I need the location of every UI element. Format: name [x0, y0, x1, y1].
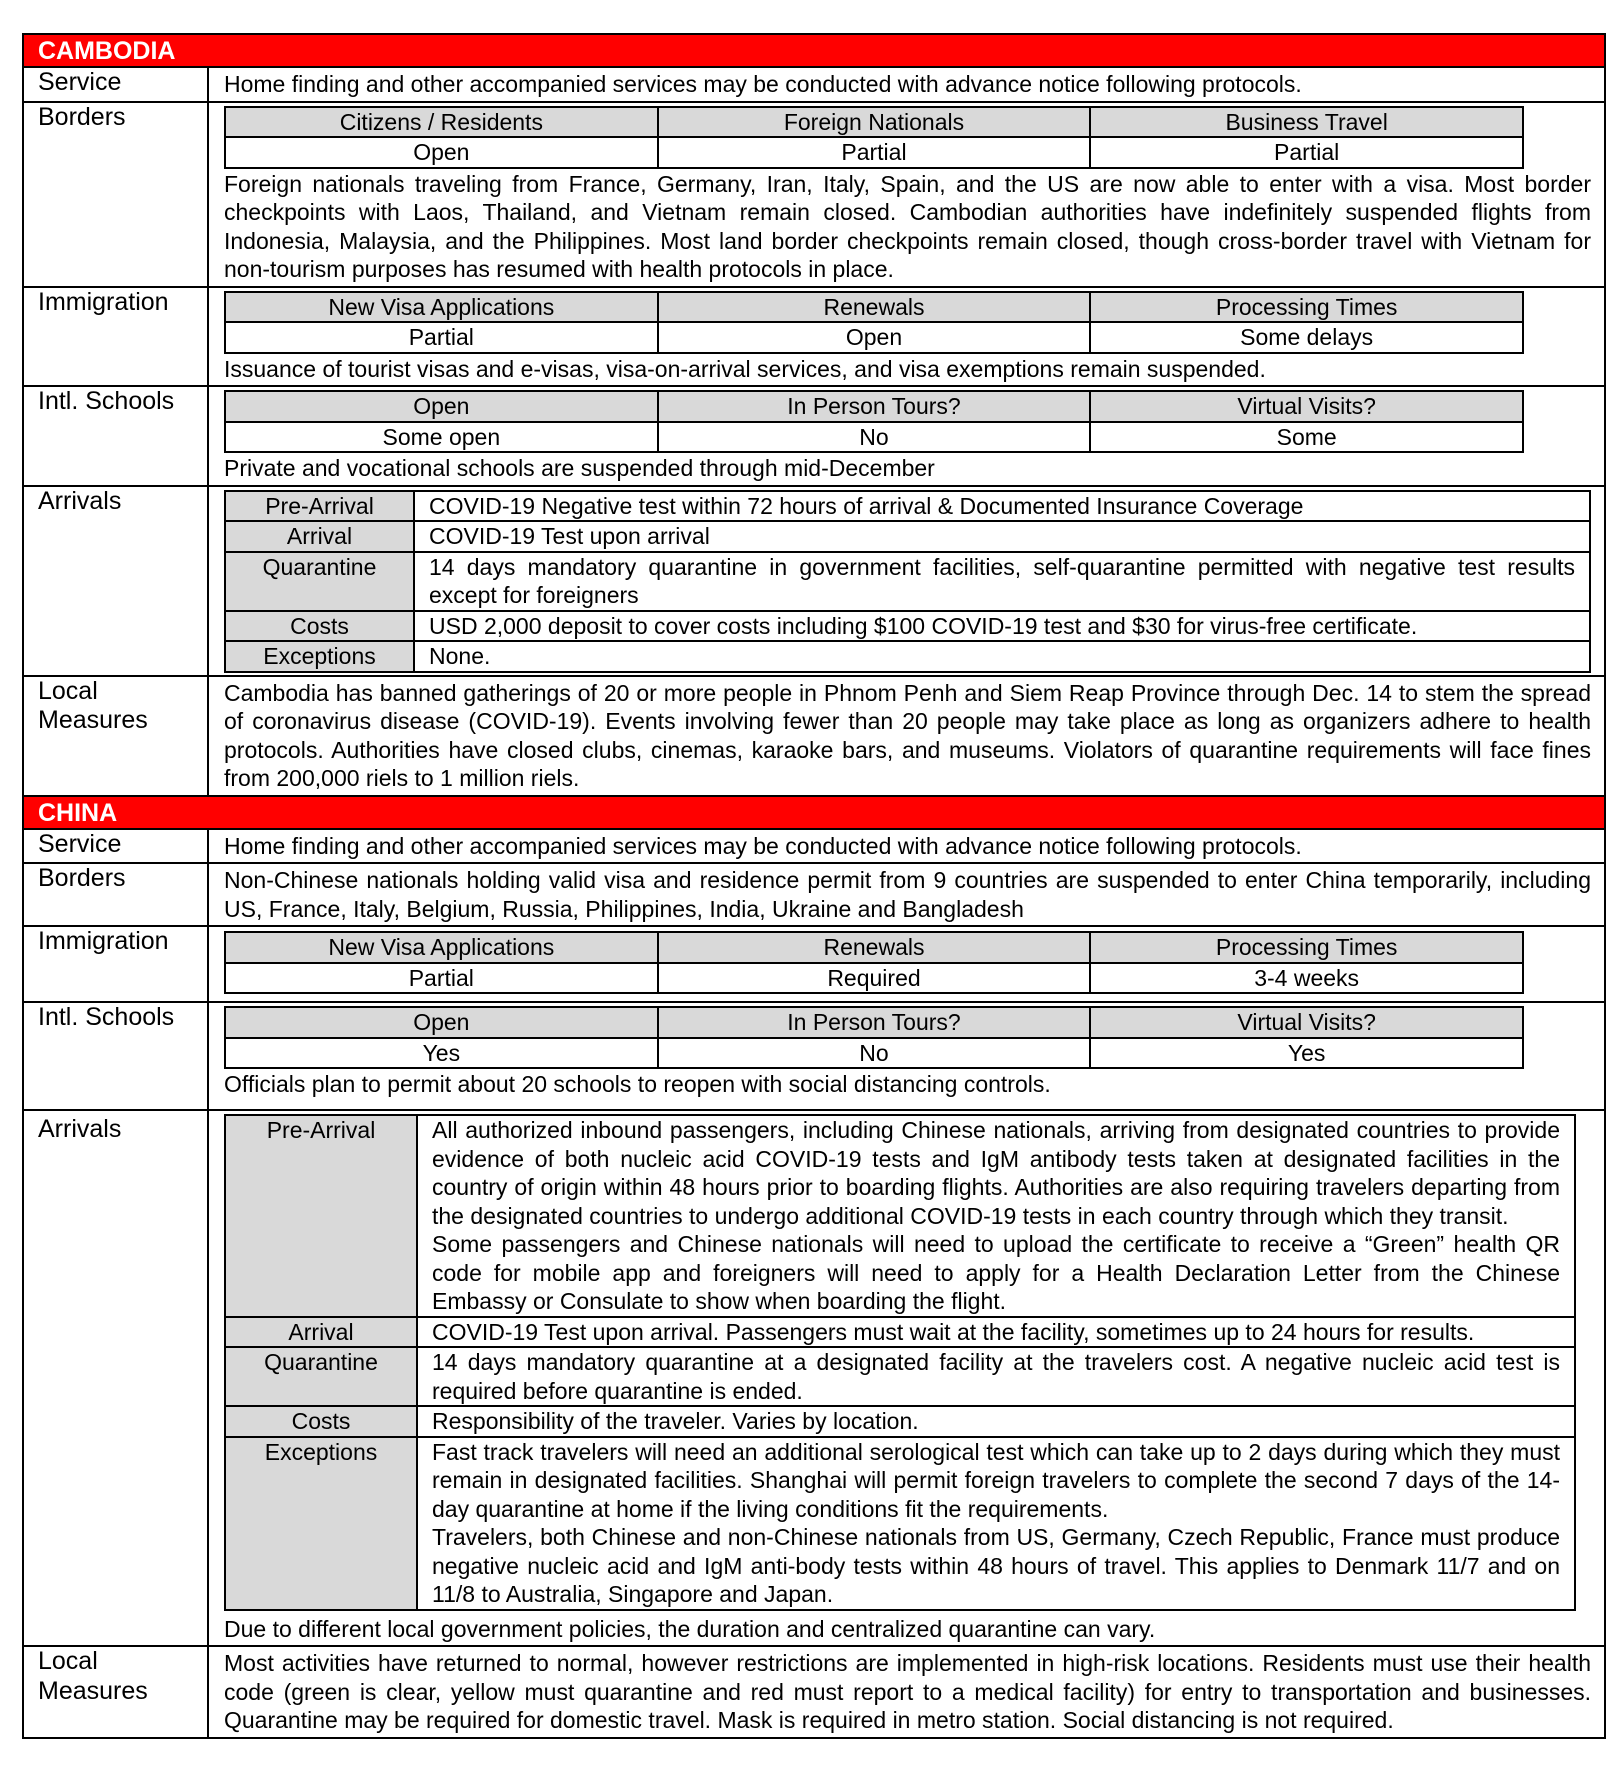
- arrivals-row: [225, 1406, 1575, 1437]
- row-label: Borders: [24, 103, 209, 286]
- status-header: Citizens / Residents: [225, 107, 658, 138]
- borders-status-table: [224, 106, 1524, 169]
- status-value: Required: [658, 963, 1091, 994]
- status-value: Some open: [225, 422, 658, 453]
- schools-status-table: [224, 1006, 1524, 1069]
- status-header: In Person Tours?: [658, 1007, 1091, 1038]
- local-measures-text: Most activities have returned to normal, however restrictions are implemented in high-risk locations. Residents must use their health code (green is clear, yellow must quarantine and red must report to a medical facility) for entry to transportation and businesses. Quarantine may be required for domestic travel. Mask is required in metro station. Social distancing is not required.: [224, 1650, 1591, 1734]
- status-header: Processing Times: [1090, 932, 1523, 963]
- arrivals-key: Arrival: [225, 1317, 417, 1348]
- status-header: Processing Times: [1090, 292, 1523, 323]
- row-borders: [24, 864, 1604, 927]
- immigration-text: Issuance of tourist visas and e-visas, visa-on-arrival services, and visa exemptions remain suspended.: [224, 355, 1266, 382]
- schools-status-table: [224, 390, 1524, 453]
- row-arrivals: [24, 487, 1604, 677]
- arrivals-key: Quarantine: [225, 1347, 417, 1406]
- arrivals-note: Due to different local government policies, the duration and centralized quarantine can vary.: [224, 1615, 1156, 1642]
- status-header: Virtual Visits?: [1090, 391, 1523, 422]
- local-measures-text: Cambodia has banned gatherings of 20 or more people in Phnom Penh and Siem Reap Province through Dec. 14 to stem the spread of coronavirus disease (COVID-19). Events involving fewer than 20 people may take place as long as organizers adhere to health protocols. Authorities have closed clubs, cinemas, karaoke bars, and museums. Violators of quarantine requirements will face fines from 200,000 riels to 1 million riels.: [224, 679, 1591, 792]
- status-value: 3-4 weeks: [1090, 963, 1523, 994]
- arrivals-value: None.: [414, 641, 1590, 672]
- row-label: Service: [24, 830, 209, 863]
- row-label: Arrivals: [24, 1111, 209, 1645]
- arrivals-row: [225, 641, 1590, 672]
- status-value: Partial: [1090, 137, 1523, 168]
- borders-text: Non-Chinese nationals holding valid visa and residence permit from 9 countries are suspended to enter China temporarily, including US, France, Italy, Belgium, Russia, Philippines, India, Ukraine and Bangladesh: [224, 867, 1591, 922]
- travel-status-document: [22, 33, 1606, 1739]
- status-value: Some: [1090, 422, 1523, 453]
- row-service: [24, 68, 1604, 103]
- row-label: Intl. Schools: [24, 387, 209, 485]
- status-value: Yes: [225, 1038, 658, 1069]
- arrivals-value-extra: Travelers, both Chinese and non-Chinese nationals from US, Germany, Czech Republic, France must produce negative nucleic acid and IgM anti-body tests within 48 hours of travel. This applies to Denmark 11/7 and on 11/8 to Australia, Singapore and Japan.: [432, 1524, 1560, 1608]
- status-header: New Visa Applications: [225, 932, 658, 963]
- country-header-cambodia: CAMBODIA: [24, 35, 1604, 68]
- row-local-measures: [24, 677, 1604, 797]
- arrivals-row: [225, 1115, 1575, 1317]
- arrivals-key: Exceptions: [225, 641, 414, 672]
- arrivals-value: All authorized inbound passengers, including Chinese nationals, arriving from designated countries to provide evidence of both nucleic acid COVID-19 tests and IgM antibody tests taken at designated facilities in the country of origin within 48 hours prior to boarding flights. Authorities are also requiring travelers departing from the designated countries to undergo additional COVID-19 tests in each country through which they transit.: [432, 1116, 1560, 1229]
- arrivals-value: COVID-19 Test upon arrival. Passengers must wait at the facility, sometimes up to 24 hours for results.: [417, 1317, 1575, 1348]
- immigration-status-table: [224, 291, 1524, 354]
- status-header: Virtual Visits?: [1090, 1007, 1523, 1038]
- status-value: Open: [225, 137, 658, 168]
- arrivals-table: [224, 1114, 1576, 1611]
- arrivals-row: [225, 521, 1590, 552]
- arrivals-value: 14 days mandatory quarantine at a designated facility at the travelers cost. A negative nucleic acid test is required before quarantine is ended.: [417, 1347, 1575, 1406]
- status-header: Business Travel: [1090, 107, 1523, 138]
- status-value: Some delays: [1090, 322, 1523, 353]
- immigration-status-table: [224, 931, 1524, 994]
- arrivals-key: Costs: [225, 611, 414, 642]
- arrivals-key: Quarantine: [225, 552, 414, 611]
- row-intl-schools: [24, 387, 1604, 487]
- row-label: Local Measures: [24, 677, 209, 795]
- status-value: Partial: [658, 137, 1091, 168]
- status-header: Open: [225, 1007, 658, 1038]
- arrivals-row: [225, 1437, 1575, 1610]
- status-value: No: [658, 422, 1091, 453]
- row-label: Service: [24, 68, 209, 101]
- row-immigration: [24, 288, 1604, 388]
- arrivals-value: 14 days mandatory quarantine in government facilities, self-quarantine permitted with negative test results except for foreigners: [414, 552, 1590, 611]
- arrivals-row: [225, 491, 1590, 522]
- arrivals-key: Exceptions: [225, 1437, 417, 1610]
- row-label: Borders: [24, 864, 209, 925]
- arrivals-row: [225, 1347, 1575, 1406]
- schools-text: Officials plan to permit about 20 schools to reopen with social distancing controls.: [224, 1071, 1051, 1098]
- row-local-measures: [24, 1647, 1604, 1737]
- arrivals-value: COVID-19 Negative test within 72 hours of arrival & Documented Insurance Coverage: [414, 491, 1590, 522]
- borders-text: Foreign nationals traveling from France, Germany, Iran, Italy, Spain, and the US are now able to enter with a visa. Most border checkpoints with Laos, Thailand, and Vietnam remain closed. Cambodian authorities have indefinitely suspended flights from Indonesia, Malaysia, and the Philippines. Most land border checkpoints remain closed, though cross-border travel with Vietnam for non-tourism purposes has resumed with health protocols in place.: [224, 170, 1591, 283]
- status-value: Partial: [225, 963, 658, 994]
- status-header: New Visa Applications: [225, 292, 658, 323]
- status-header: Open: [225, 391, 658, 422]
- arrivals-value: USD 2,000 deposit to cover costs including $100 COVID-19 test and $30 for virus-free certificate.: [414, 611, 1590, 642]
- schools-text: Private and vocational schools are suspended through mid-December: [224, 455, 935, 482]
- row-label: Immigration: [24, 927, 209, 1001]
- row-label: Intl. Schools: [24, 1003, 209, 1109]
- status-value: No: [658, 1038, 1091, 1069]
- row-borders: [24, 103, 1604, 288]
- row-label: Immigration: [24, 288, 209, 386]
- arrivals-key: Arrival: [225, 521, 414, 552]
- status-header: In Person Tours?: [658, 391, 1091, 422]
- status-value: Open: [658, 322, 1091, 353]
- arrivals-table: [224, 490, 1591, 673]
- status-header: Foreign Nationals: [658, 107, 1091, 138]
- service-text: Home finding and other accompanied services may be conducted with advance notice following protocols.: [224, 832, 1302, 859]
- status-value: Partial: [225, 322, 658, 353]
- row-label: Local Measures: [24, 1647, 209, 1737]
- status-header: Renewals: [658, 292, 1091, 323]
- row-intl-schools: [24, 1003, 1604, 1111]
- status-value: Yes: [1090, 1038, 1523, 1069]
- arrivals-key: Pre-Arrival: [225, 491, 414, 522]
- arrivals-value: COVID-19 Test upon arrival: [414, 521, 1590, 552]
- arrivals-value: Fast track travelers will need an additional serological test which can take up to 2 days during which they must remain in designated facilities. Shanghai will permit foreign travelers to complete the second 7 days of the 14-day quarantine at home if the living conditions fit the requirements.: [432, 1438, 1560, 1522]
- row-label: Arrivals: [24, 487, 209, 675]
- service-text: Home finding and other accompanied services may be conducted with advance notice following protocols.: [224, 71, 1302, 97]
- row-immigration: [24, 927, 1604, 1003]
- arrivals-row: [225, 1317, 1575, 1348]
- arrivals-value: Responsibility of the traveler. Varies by location.: [417, 1406, 1575, 1437]
- arrivals-value-extra: Some passengers and Chinese nationals will need to upload the certificate to receive a “Green” health QR code for mobile app and foreigners will need to apply for a Health Declaration Letter from the Chinese Embassy or Consulate to show when boarding the flight.: [432, 1231, 1560, 1315]
- arrivals-key: Costs: [225, 1406, 417, 1437]
- country-header-china: CHINA: [24, 797, 1604, 830]
- arrivals-row: [225, 552, 1590, 611]
- row-arrivals: [24, 1111, 1604, 1647]
- row-service: [24, 830, 1604, 865]
- arrivals-row: [225, 611, 1590, 642]
- arrivals-key: Pre-Arrival: [225, 1115, 417, 1317]
- status-header: Renewals: [658, 932, 1091, 963]
